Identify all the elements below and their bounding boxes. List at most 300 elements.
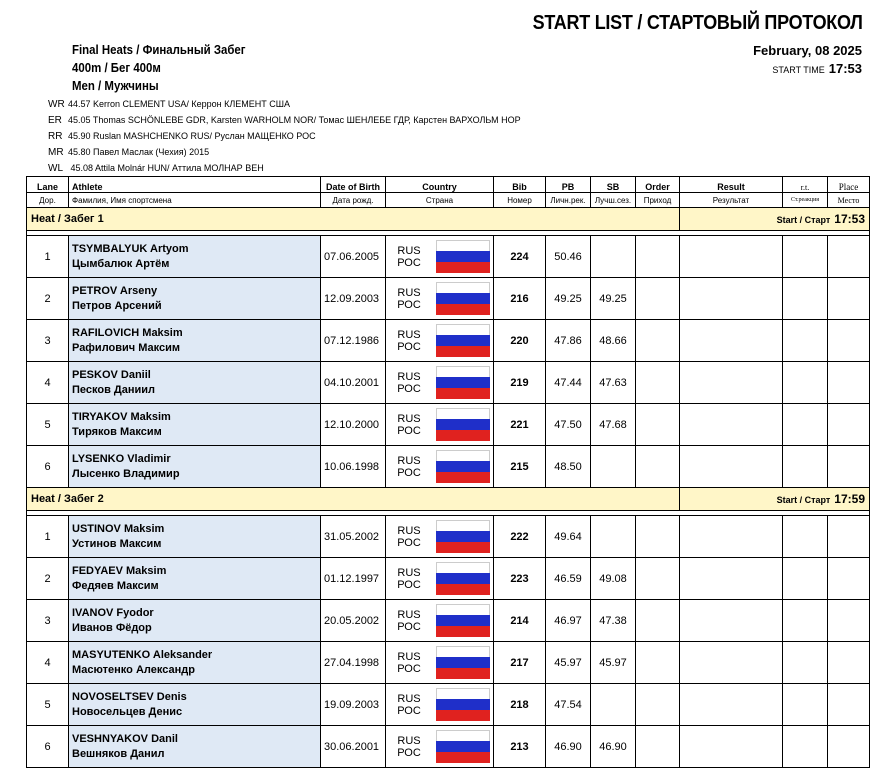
- athlete-row: [27, 516, 870, 558]
- col-place-ru: Место: [828, 193, 870, 208]
- sb-cell: [591, 684, 636, 726]
- lane-cell: 5: [27, 404, 69, 446]
- country-cell: [386, 558, 494, 600]
- result-cell: [680, 516, 783, 558]
- result-cell: [680, 278, 783, 320]
- record-code: RR: [48, 131, 63, 142]
- country-code-ru: РОС: [397, 704, 421, 717]
- rt-cell: [783, 362, 828, 404]
- country-cell: [386, 404, 494, 446]
- athlete-name-ru: Петров Арсений: [72, 299, 162, 312]
- flag-stripe-red: [436, 430, 490, 441]
- result-cell: [680, 726, 783, 768]
- russia-flag-icon: [436, 408, 490, 441]
- place-cell: [828, 642, 870, 684]
- athlete-name-ru: Рафилович Максим: [72, 341, 181, 354]
- flag-stripe-red: [436, 668, 490, 679]
- result-cell: [680, 600, 783, 642]
- athlete-row: [27, 320, 870, 362]
- rt-cell: [783, 320, 828, 362]
- russia-flag-icon: [436, 282, 490, 315]
- col-dob: Date of Birth: [321, 177, 386, 193]
- bib-cell: 215: [494, 446, 546, 488]
- flag-stripe-white: [436, 646, 490, 657]
- pb-cell: 50.46: [546, 236, 591, 278]
- athlete-name-en: FEDYAEV Maksim: [72, 564, 167, 577]
- country-code-en: RUS: [397, 692, 421, 705]
- athlete-name-en: PETROV Arseny: [72, 284, 158, 297]
- flag-stripe-white: [436, 282, 490, 293]
- bib-cell: 219: [494, 362, 546, 404]
- col-order-ru: Приход: [636, 193, 680, 208]
- event-date: February, 08 2025: [753, 43, 862, 58]
- country-codes: [386, 651, 432, 675]
- country-code-en: RUS: [397, 370, 421, 383]
- col-bib-ru: Номер: [494, 193, 546, 208]
- country-codes: [386, 329, 432, 353]
- country-code-en: RUS: [397, 524, 421, 537]
- col-place: Place: [828, 177, 870, 193]
- flag-stripe-blue: [436, 251, 490, 262]
- flag-stripe-white: [436, 562, 490, 573]
- heat-label: Heat / Забег 2: [27, 488, 680, 511]
- order-cell: [636, 236, 680, 278]
- col-sb-ru: Лучш.сез.: [591, 193, 636, 208]
- athlete-cell: [69, 726, 321, 768]
- lane-cell: 3: [27, 320, 69, 362]
- country-code-en: RUS: [397, 244, 421, 257]
- col-result: Result: [680, 177, 783, 193]
- flag-stripe-red: [436, 584, 490, 595]
- result-cell: [680, 558, 783, 600]
- place-cell: [828, 726, 870, 768]
- athlete-name-ru: Устинов Максим: [72, 537, 162, 550]
- flag-stripe-blue: [436, 741, 490, 752]
- country-codes: [386, 245, 432, 269]
- country-cell: [386, 362, 494, 404]
- flag-stripe-white: [436, 730, 490, 741]
- lane-cell: 5: [27, 684, 69, 726]
- pb-cell: 45.97: [546, 642, 591, 684]
- dob-cell: 20.05.2002: [321, 600, 386, 642]
- header-row: [27, 177, 870, 193]
- dob-cell: 10.06.1998: [321, 446, 386, 488]
- lane-cell: 4: [27, 362, 69, 404]
- athlete-name-ru: Песков Даниил: [72, 383, 156, 396]
- order-cell: [636, 684, 680, 726]
- order-cell: [636, 600, 680, 642]
- heat-header: [27, 488, 870, 511]
- country-code-en: RUS: [397, 650, 421, 663]
- country-codes: [386, 693, 432, 717]
- country-wrap: [386, 604, 493, 637]
- country-code-ru: РОС: [397, 298, 421, 311]
- athlete-row: [27, 642, 870, 684]
- flag-stripe-red: [436, 304, 490, 315]
- russia-flag-icon: [436, 520, 490, 553]
- athlete-cell: [69, 600, 321, 642]
- athlete-row: [27, 684, 870, 726]
- country-codes: [386, 455, 432, 479]
- flag-stripe-blue: [436, 573, 490, 584]
- col-sb: SB: [591, 177, 636, 193]
- col-country-ru: Страна: [386, 193, 494, 208]
- sb-cell: 48.66: [591, 320, 636, 362]
- country-codes: [386, 371, 432, 395]
- event-round: Final Heats / Финальный Забег: [72, 42, 246, 57]
- country-code-en: RUS: [397, 454, 421, 467]
- athlete-row: [27, 362, 870, 404]
- country-code-ru: РОС: [397, 382, 421, 395]
- col-rt: r.t.: [783, 177, 828, 193]
- country-cell: [386, 684, 494, 726]
- flag-stripe-blue: [436, 615, 490, 626]
- athlete-row: [27, 404, 870, 446]
- rt-cell: [783, 278, 828, 320]
- flag-stripe-red: [436, 542, 490, 553]
- russia-flag-icon: [436, 450, 490, 483]
- record-code: MR: [48, 147, 64, 158]
- bib-cell: 224: [494, 236, 546, 278]
- country-code-en: RUS: [397, 734, 421, 747]
- athlete-row: [27, 558, 870, 600]
- flag-stripe-blue: [436, 419, 490, 430]
- flag-stripe-white: [436, 520, 490, 531]
- country-code-en: RUS: [397, 608, 421, 621]
- country-wrap: [386, 450, 493, 483]
- flag-stripe-red: [436, 752, 490, 763]
- flag-stripe-white: [436, 604, 490, 615]
- lane-cell: 4: [27, 642, 69, 684]
- record-text: 45.08 Attila Molnár HUN/ Аттила МОЛНАР ВЕН: [68, 163, 264, 173]
- flag-stripe-blue: [436, 699, 490, 710]
- sb-cell: 47.63: [591, 362, 636, 404]
- athlete-cell: [69, 642, 321, 684]
- country-codes: [386, 735, 432, 759]
- country-cell: [386, 600, 494, 642]
- pb-cell: 47.50: [546, 404, 591, 446]
- record-code: ER: [48, 115, 62, 126]
- flag-stripe-white: [436, 240, 490, 251]
- col-country: Country: [386, 177, 494, 193]
- bib-cell: 220: [494, 320, 546, 362]
- athlete-name-ru: Вешняков Данил: [72, 747, 165, 760]
- dob-cell: 27.04.1998: [321, 642, 386, 684]
- athlete-name-en: MASYUTENKO Aleksander: [72, 648, 213, 661]
- country-codes: [386, 413, 432, 437]
- athlete-cell: [69, 516, 321, 558]
- bib-cell: 213: [494, 726, 546, 768]
- country-cell: [386, 320, 494, 362]
- dob-cell: 12.09.2003: [321, 278, 386, 320]
- athlete-cell: [69, 558, 321, 600]
- athlete-row: [27, 726, 870, 768]
- place-cell: [828, 516, 870, 558]
- flag-stripe-white: [436, 688, 490, 699]
- athlete-name-en: TSYMBALYUK Artyom: [72, 242, 189, 255]
- place-cell: [828, 558, 870, 600]
- country-code-ru: РОС: [397, 536, 421, 549]
- result-cell: [680, 642, 783, 684]
- athlete-name-en: RAFILOVICH Maksim: [72, 326, 183, 339]
- country-wrap: [386, 646, 493, 679]
- athlete-cell: [69, 404, 321, 446]
- country-wrap: [386, 562, 493, 595]
- event-info: [72, 41, 246, 95]
- order-cell: [636, 642, 680, 684]
- athlete-row: [27, 600, 870, 642]
- athlete-name-ru: Цымбалюк Артём: [72, 257, 170, 270]
- sb-cell: 49.08: [591, 558, 636, 600]
- country-cell: [386, 516, 494, 558]
- athlete-name-ru: Тиряков Максим: [72, 425, 162, 438]
- place-cell: [828, 446, 870, 488]
- heat-start-time: 17:53: [834, 212, 865, 226]
- place-cell: [828, 684, 870, 726]
- athlete-name-en: NOVOSELTSEV Denis: [72, 690, 187, 703]
- country-codes: [386, 525, 432, 549]
- dob-cell: 07.06.2005: [321, 236, 386, 278]
- country-codes: [386, 287, 432, 311]
- bib-cell: 223: [494, 558, 546, 600]
- athlete-name-ru: Масютенко Александр: [72, 663, 195, 676]
- col-athlete: Athlete: [69, 177, 321, 193]
- result-cell: [680, 684, 783, 726]
- athlete-cell: [69, 278, 321, 320]
- result-cell: [680, 320, 783, 362]
- order-cell: [636, 320, 680, 362]
- dob-cell: 07.12.1986: [321, 320, 386, 362]
- place-cell: [828, 362, 870, 404]
- place-cell: [828, 278, 870, 320]
- dob-cell: 31.05.2002: [321, 516, 386, 558]
- country-code-ru: РОС: [397, 256, 421, 269]
- start-list-table: [26, 176, 870, 768]
- athlete-name-en: TIRYAKOV Maksim: [72, 410, 171, 423]
- col-pb: PB: [546, 177, 591, 193]
- flag-stripe-red: [436, 388, 490, 399]
- sb-cell: 49.25: [591, 278, 636, 320]
- lane-cell: 2: [27, 278, 69, 320]
- flag-stripe-blue: [436, 657, 490, 668]
- event-discipline: 400m / Бег 400м: [72, 60, 161, 75]
- pb-cell: 49.25: [546, 278, 591, 320]
- sb-cell: [591, 236, 636, 278]
- flag-stripe-red: [436, 626, 490, 637]
- sb-cell: [591, 446, 636, 488]
- athlete-name-ru: Иванов Фёдор: [72, 621, 152, 634]
- record-mr: [48, 144, 521, 160]
- record-text: 45.05 Thomas SCHÖNLEBE GDR, Karsten WARHOLM NOR/ Томас ШЕНЛЕБЕ ГДР, Карстен ВАРХОЛЬМ НОР: [68, 115, 521, 125]
- col-dob-ru: Дата рожд.: [321, 193, 386, 208]
- country-code-en: RUS: [397, 286, 421, 299]
- result-cell: [680, 236, 783, 278]
- bib-cell: 222: [494, 516, 546, 558]
- athlete-name-en: VESHNYAKOV Danil: [72, 732, 178, 745]
- country-cell: [386, 278, 494, 320]
- flag-stripe-red: [436, 710, 490, 721]
- event-category: Men / Мужчины: [72, 78, 159, 93]
- russia-flag-icon: [436, 562, 490, 595]
- lane-cell: 6: [27, 446, 69, 488]
- sb-cell: [591, 516, 636, 558]
- athlete-row: [27, 446, 870, 488]
- flag-stripe-white: [436, 408, 490, 419]
- rt-cell: [783, 516, 828, 558]
- lane-cell: 6: [27, 726, 69, 768]
- col-pb-ru: Личн.рек.: [546, 193, 591, 208]
- col-lane-ru: Дор.: [27, 193, 69, 208]
- dob-cell: 04.10.2001: [321, 362, 386, 404]
- heat-start: [680, 488, 870, 511]
- flag-stripe-blue: [436, 335, 490, 346]
- country-cell: [386, 446, 494, 488]
- result-cell: [680, 404, 783, 446]
- bib-cell: 216: [494, 278, 546, 320]
- pb-cell: 47.44: [546, 362, 591, 404]
- country-code-ru: РОС: [397, 746, 421, 759]
- lane-cell: 3: [27, 600, 69, 642]
- col-athlete-ru: Фамилия, Имя спортсмена: [69, 193, 321, 208]
- country-wrap: [386, 408, 493, 441]
- pb-cell: 47.86: [546, 320, 591, 362]
- bib-cell: 221: [494, 404, 546, 446]
- country-wrap: [386, 366, 493, 399]
- rt-cell: [783, 236, 828, 278]
- order-cell: [636, 558, 680, 600]
- russia-flag-icon: [436, 324, 490, 357]
- place-cell: [828, 236, 870, 278]
- country-codes: [386, 567, 432, 591]
- record-wl: [48, 160, 521, 176]
- country-cell: [386, 642, 494, 684]
- record-text: 45.90 Ruslan MASHCHENKO RUS/ Руслан МАЩЕНКО РОС: [68, 131, 316, 141]
- rt-cell: [783, 404, 828, 446]
- country-wrap: [386, 688, 493, 721]
- rt-cell: [783, 642, 828, 684]
- athlete-name-ru: Новосельцев Денис: [72, 705, 183, 718]
- heat-label: Heat / Забег 1: [27, 208, 680, 231]
- athlete-row: [27, 236, 870, 278]
- russia-flag-icon: [436, 240, 490, 273]
- russia-flag-icon: [436, 688, 490, 721]
- lane-cell: 1: [27, 236, 69, 278]
- flag-stripe-red: [436, 472, 490, 483]
- country-wrap: [386, 520, 493, 553]
- russia-flag-icon: [436, 646, 490, 679]
- sb-cell: 46.90: [591, 726, 636, 768]
- order-cell: [636, 278, 680, 320]
- rt-cell: [783, 558, 828, 600]
- flag-stripe-red: [436, 346, 490, 357]
- russia-flag-icon: [436, 366, 490, 399]
- order-cell: [636, 404, 680, 446]
- rt-cell: [783, 600, 828, 642]
- heat-start-time: 17:59: [834, 492, 865, 506]
- order-cell: [636, 726, 680, 768]
- record-code: WL: [48, 163, 63, 174]
- record-code: WR: [48, 99, 65, 110]
- pb-cell: 46.90: [546, 726, 591, 768]
- country-code-ru: РОС: [397, 578, 421, 591]
- athlete-name-en: USTINOV Maksim: [72, 522, 165, 535]
- order-cell: [636, 362, 680, 404]
- country-codes: [386, 609, 432, 633]
- dob-cell: 12.10.2000: [321, 404, 386, 446]
- country-code-ru: РОС: [397, 662, 421, 675]
- bib-cell: 217: [494, 642, 546, 684]
- lane-cell: 1: [27, 516, 69, 558]
- flag-stripe-white: [436, 450, 490, 461]
- country-wrap: [386, 240, 493, 273]
- heat-start: [680, 208, 870, 231]
- rt-cell: [783, 684, 828, 726]
- athlete-name-ru: Лысенко Владимир: [72, 467, 180, 480]
- country-code-ru: РОС: [397, 340, 421, 353]
- pb-cell: 46.97: [546, 600, 591, 642]
- athlete-row: [27, 278, 870, 320]
- dob-cell: 30.06.2001: [321, 726, 386, 768]
- bib-cell: 214: [494, 600, 546, 642]
- record-rr: [48, 128, 521, 144]
- country-wrap: [386, 282, 493, 315]
- sb-cell: 47.68: [591, 404, 636, 446]
- country-code-ru: РОС: [397, 620, 421, 633]
- country-code-en: RUS: [397, 566, 421, 579]
- lane-cell: 2: [27, 558, 69, 600]
- bib-cell: 218: [494, 684, 546, 726]
- flag-stripe-red: [436, 262, 490, 273]
- dob-cell: 01.12.1997: [321, 558, 386, 600]
- pb-cell: 46.59: [546, 558, 591, 600]
- athlete-cell: [69, 446, 321, 488]
- record-wr: [48, 96, 521, 112]
- rt-cell: [783, 726, 828, 768]
- col-lane: Lane: [27, 177, 69, 193]
- flag-stripe-blue: [436, 531, 490, 542]
- country-wrap: [386, 324, 493, 357]
- start-time: [772, 61, 862, 76]
- order-cell: [636, 516, 680, 558]
- record-text: 44.57 Kerron CLEMENT USA/ Керрон КЛЕМЕНТ США: [68, 99, 291, 109]
- sb-cell: 47.38: [591, 600, 636, 642]
- country-cell: [386, 236, 494, 278]
- place-cell: [828, 600, 870, 642]
- athlete-cell: [69, 362, 321, 404]
- athlete-cell: [69, 320, 321, 362]
- record-text: 45.80 Павел Маслак (Чехия) 2015: [68, 147, 210, 157]
- russia-flag-icon: [436, 730, 490, 763]
- col-order: Order: [636, 177, 680, 193]
- records-list: [48, 96, 521, 176]
- country-code-en: RUS: [397, 412, 421, 425]
- flag-stripe-blue: [436, 377, 490, 388]
- athlete-cell: [69, 236, 321, 278]
- col-rt-ru: Ст.реакция: [783, 193, 828, 208]
- result-cell: [680, 446, 783, 488]
- col-bib: Bib: [494, 177, 546, 193]
- heat-start-label: Start / Старт: [776, 495, 831, 505]
- heat-header: [27, 208, 870, 231]
- record-er: [48, 112, 521, 128]
- country-code-ru: РОС: [397, 466, 421, 479]
- athlete-name-ru: Федяев Максим: [72, 579, 159, 592]
- pb-cell: 47.54: [546, 684, 591, 726]
- place-cell: [828, 320, 870, 362]
- heat-start-label: Start / Старт: [776, 215, 831, 225]
- country-code-ru: РОС: [397, 424, 421, 437]
- document-title: START LIST / СТАРТОВЫЙ ПРОТОКОЛ: [532, 12, 863, 34]
